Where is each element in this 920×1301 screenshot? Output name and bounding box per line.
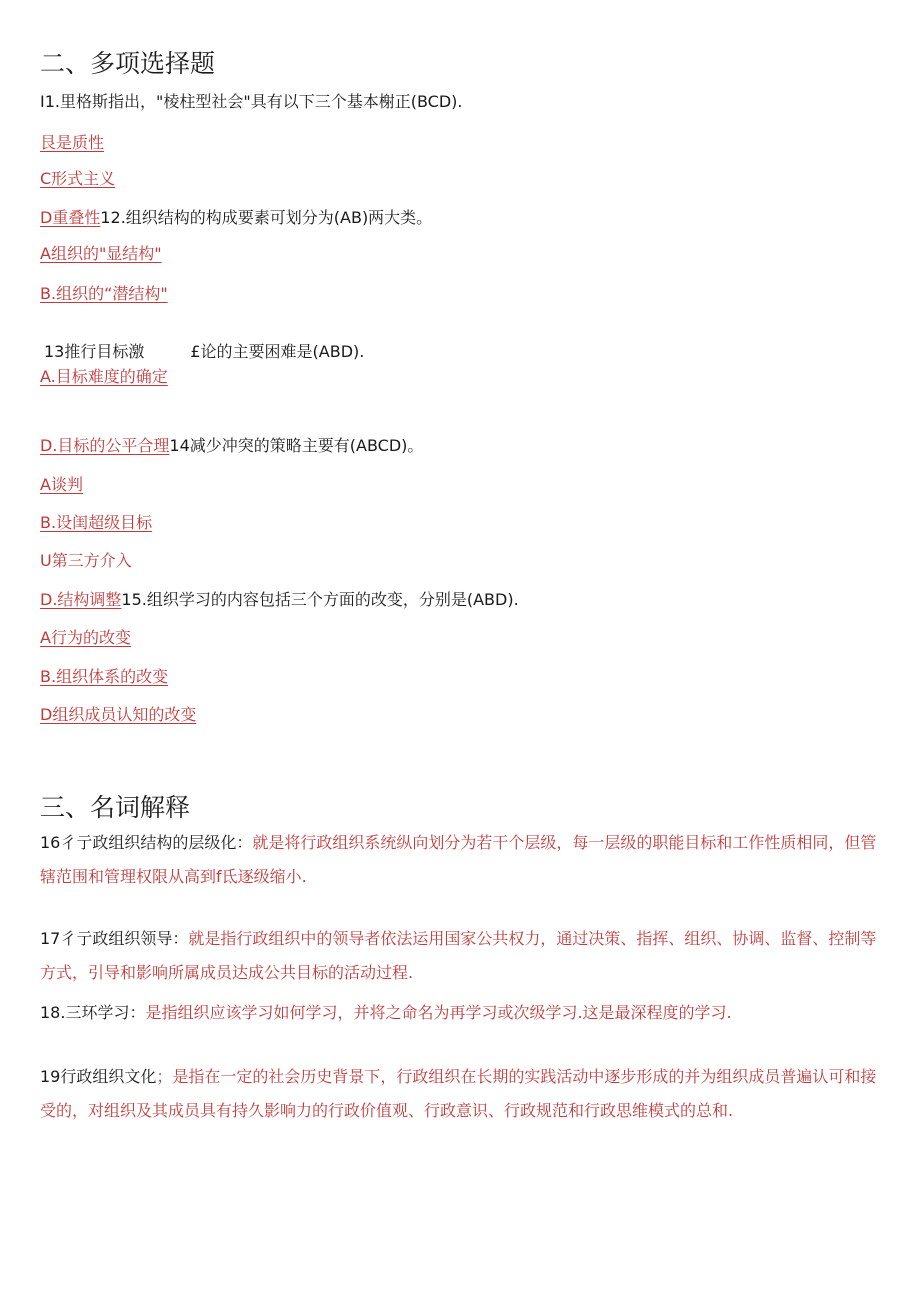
answer-option: B.组织体系的改变 (40, 667, 169, 686)
answer-option: B.组织的“潜结构" (40, 284, 168, 303)
answer-line (40, 513, 152, 533)
term-19-label: 19行政组织文化 (40, 1067, 157, 1086)
answer-line (40, 244, 162, 264)
answer-line (40, 705, 196, 725)
question-12 (40, 208, 432, 228)
term-19-definition: ；是指在一定的社会历史背景下，行政组织在长期的实践活动中逐步形成的并为组织成员普遍认可和接受的，对组织及其成员具有持久影响力的行政价值观、行政意识、行政规范和行政思维模式的总和. (40, 1067, 877, 1120)
question-14 (40, 436, 423, 456)
question-11-text: I1.里格斯指出，"棱柱型社会"具有以下三个基本榭正(BCD). (40, 92, 463, 111)
section-title-multiple-choice: 二、多项选择题 (40, 49, 216, 78)
question-13-text-part1: 13推行目标激 (44, 342, 145, 361)
answer-option: D.目标的公平合理 (40, 436, 170, 455)
answer-line (40, 475, 83, 495)
section-title-term-definitions: 三、名词解释 (40, 793, 191, 822)
answer-line (40, 169, 115, 189)
question-14-text: 14减少冲突的策略主要有(ABCD)。 (169, 436, 424, 455)
answer-option: A.目标难度的确定 (40, 367, 168, 386)
question-13 (44, 342, 364, 362)
answer-line (40, 367, 168, 387)
answer-line (40, 551, 132, 571)
term-18-label: 18.三环学习： (40, 1003, 146, 1022)
term-16-definition: 就是将行政组织系统纵向划分为若干个层级，每一层级的职能目标和工作性质相同，但管辖范围和管理权限从高到f氐逐级缩小. (40, 833, 877, 886)
term-17-definition: 就是指行政组织中的领导者依法运用国家公共权力，通过决策、指挥、组织、协调、监督、控制等方式，引导和影响所属成员达成公共目标的活动过程. (40, 929, 877, 982)
answer-option: A组织的"显结构" (40, 244, 162, 263)
answer-option: D.结构调整 (40, 590, 122, 609)
question-15 (40, 590, 519, 610)
answer-line (40, 133, 104, 153)
answer-option: C形式主义 (40, 169, 116, 188)
answer-line (40, 628, 131, 648)
question-15-text: 15.组织学习的内容包括三个方面的改变，分别是(ABD). (121, 590, 519, 609)
question-12-text: 12.组织结构的构成要素可划分为(AB)两大类。 (100, 208, 433, 227)
term-17-label: 17彳亍政组织领导： (40, 929, 189, 948)
answer-option: D组织成员认知的改变 (40, 705, 197, 724)
answer-option: D重叠性 (40, 208, 101, 227)
question-13-text-part2: £论的主要困难是(ABD). (190, 342, 365, 361)
term-16 (40, 826, 885, 894)
answer-option: A谈判 (40, 475, 83, 494)
answer-option: A行为的改变 (40, 628, 131, 647)
answer-option: 艮是质性 (40, 133, 105, 152)
question-11 (40, 92, 462, 112)
answer-line (40, 284, 168, 304)
answer-option: U第三方介入 (40, 551, 132, 570)
answer-option: B.设闺超级目标 (40, 513, 153, 532)
answer-line (40, 667, 168, 687)
term-17 (40, 922, 885, 990)
term-16-label: 16彳亍政组织结构的层级化： (40, 833, 253, 852)
term-18 (40, 996, 885, 1030)
term-18-definition: 是指组织应该学习如何学习，并将之命名为再学习或次级学习.这是最深程度的学习. (145, 1003, 732, 1022)
term-19 (40, 1060, 885, 1128)
